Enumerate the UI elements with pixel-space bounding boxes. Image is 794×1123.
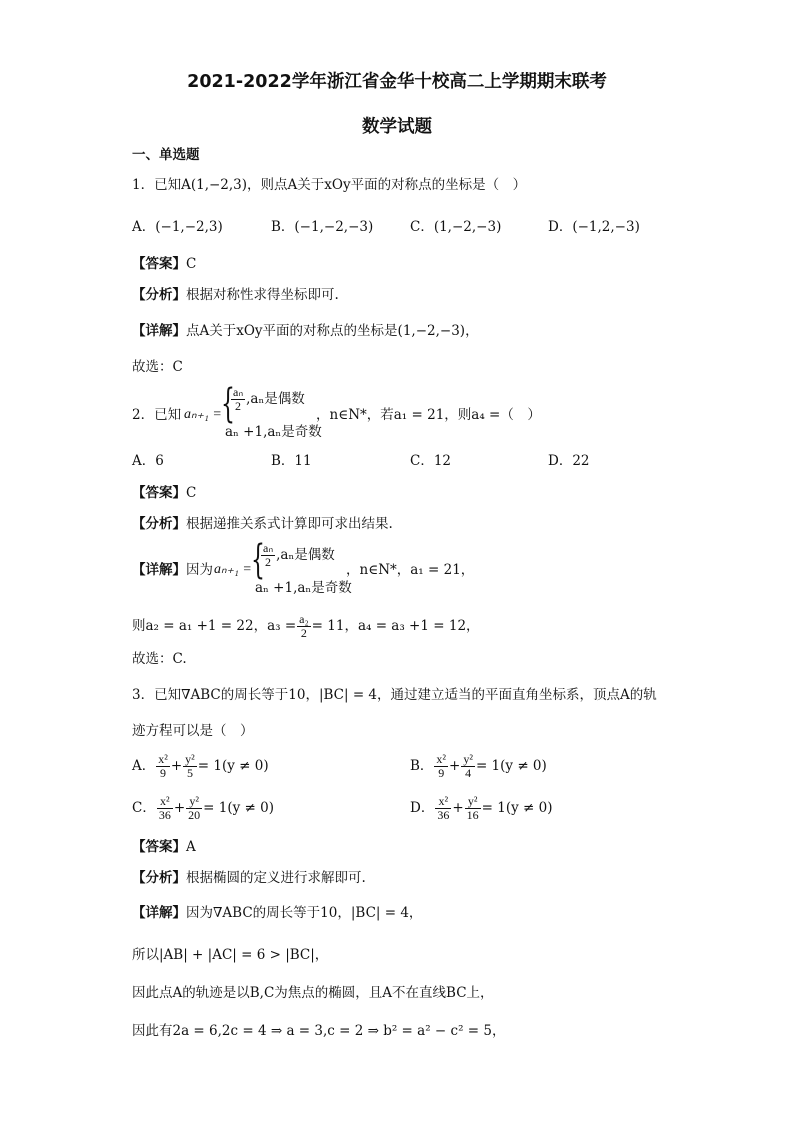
fraction-numerator: aₙ — [263, 541, 274, 555]
fraction-numerator: x² — [435, 795, 451, 809]
q3-detail — [132, 904, 422, 922]
fraction-denominator: 2 — [265, 555, 272, 569]
fraction-numerator: y² — [465, 795, 481, 809]
detail-prefix: 因为 — [186, 562, 213, 578]
answer-tag: 【答案】 — [132, 256, 186, 272]
q3-option-b: B． $\frac{\text{x²}}{9}$ + $\frac{\text{y²}}{4}$ = 1(y ≠ 0) — [410, 752, 547, 780]
fraction-numerator: aₙ — [233, 385, 244, 399]
equation-tail: = 1(y ≠ 0) — [481, 800, 553, 816]
q3-line-b: 因此点A的轨迹是以B,C为焦点的椭圆，且A不在直线BC上， — [132, 985, 494, 1001]
analysis-tag: 【分析】 — [132, 870, 186, 886]
fraction-denominator: 9 — [160, 766, 167, 780]
fraction-denominator: 16 — [466, 808, 479, 822]
q1-option-d: D．(−1,2,−3) — [548, 219, 640, 235]
q3-answer — [132, 838, 196, 856]
y-fraction — [186, 795, 202, 822]
q2-steps-pre: 则a₂ = a₁ +1 = 22，a₃ = — [132, 618, 297, 634]
analysis-text: 根据椭圆的定义进行求解即可. — [186, 870, 366, 886]
fraction-numerator: a₂ — [299, 612, 309, 626]
q2-case1 — [230, 386, 305, 413]
q1-option-c: C．(1,−2,−3) — [410, 219, 502, 235]
equation-tail: = 1(y ≠ 0) — [203, 800, 274, 816]
q2-analysis — [132, 515, 393, 533]
fraction-denominator: 36 — [158, 808, 171, 822]
x-fraction — [435, 795, 451, 822]
analysis-tag: 【分析】 — [132, 516, 186, 532]
q2-detail — [132, 561, 213, 579]
q2-option-a: A．6 — [132, 453, 164, 469]
answer-value: C — [186, 256, 197, 272]
q2-detail-case1-text: ,aₙ是偶数 — [276, 547, 335, 563]
q3-option-c: C． $\frac{\text{x²}}{36}$ + $\frac{\text{y²}}{20}$ = 1(y ≠ 0) — [132, 794, 274, 822]
q2-suffix: ，n∈N*，若a₁ = 21，则a₄ =（ ） — [316, 407, 541, 423]
q3-stem-line1: 3．已知∇ABC的周长等于10，|BC| = 4，通过建立适当的平面直角坐标系，顶点A的轨 — [132, 687, 657, 703]
q2-detail-lhs: aₙ₊₁ = — [214, 562, 252, 577]
q2-detail-fraction — [261, 542, 275, 569]
q1-answer — [132, 255, 196, 273]
section-heading: 一、单选题 — [132, 147, 200, 163]
fraction-numerator: y² — [185, 752, 195, 766]
x-fraction — [434, 753, 448, 780]
answer-tag: 【答案】 — [132, 839, 186, 855]
detail-tag: 【详解】 — [132, 323, 186, 339]
fraction-denominator: 4 — [465, 766, 472, 780]
q2-option-c: C．12 — [410, 453, 452, 469]
fraction-denominator: 5 — [186, 766, 193, 780]
q1-option-b: B．(−1,−2,−3) — [271, 219, 374, 235]
fraction-numerator: y² — [463, 752, 473, 766]
y-fraction — [461, 753, 475, 780]
q2-case1-text: ,aₙ是偶数 — [246, 391, 305, 407]
fraction-numerator: x² — [157, 795, 173, 809]
fraction-denominator: 2 — [235, 399, 242, 413]
q2-brace: { — [221, 381, 235, 427]
equation-tail: = 1(y ≠ 0) — [197, 758, 269, 774]
x-fraction — [156, 753, 170, 780]
detail-tag: 【详解】 — [132, 562, 186, 578]
q1-option-a: A．(−1,−2,3) — [132, 219, 223, 235]
q1-analysis — [132, 286, 339, 304]
x-fraction — [157, 795, 173, 822]
q3-option-d: D． $\frac{\text{x²}}{36}$ + $\frac{\text{y²}}{16}$ = 1(y ≠ 0) — [410, 794, 553, 822]
analysis-text: 根据递推关系式计算即可求出结果. — [186, 516, 393, 532]
q2-detail-brace: { — [251, 537, 265, 583]
fraction-denominator: 20 — [188, 808, 201, 822]
y-fraction — [465, 795, 481, 822]
q2-lhs: aₙ₊₁ = — [184, 407, 222, 422]
fraction-numerator: x² — [436, 752, 447, 766]
detail-text: 因为∇ABC的周长等于10，|BC| = 4， — [186, 905, 423, 921]
fraction-denominator: 2 — [300, 626, 307, 640]
answer-value: A — [186, 839, 196, 855]
equation-tail: = 1(y ≠ 0) — [475, 758, 547, 774]
analysis-text: 根据对称性求得坐标即可. — [186, 287, 339, 303]
option-label: C． — [132, 800, 156, 816]
q2-detail-case1 — [260, 542, 335, 569]
document-title: 2021-2022学年浙江省金华十校高二上学期期末联考 — [187, 72, 607, 92]
q2-case2: aₙ +1,aₙ是奇数 — [225, 424, 322, 440]
q1-stem: 1．已知A(1,−2,3)，则点A关于xOy平面的对称点的坐标是（ ） — [132, 177, 527, 193]
q1-conclusion: 故选：C — [132, 359, 183, 375]
analysis-tag: 【分析】 — [132, 287, 186, 303]
q2-option-d: D．22 — [548, 453, 590, 469]
option-label: D． — [410, 800, 435, 816]
fraction-numerator: x² — [158, 752, 168, 766]
q2-steps-fraction — [297, 613, 311, 640]
fraction-denominator: 9 — [438, 766, 445, 780]
answer-tag: 【答案】 — [132, 485, 186, 501]
option-label: B． — [410, 758, 434, 774]
q3-option-a: A． $\frac{\text{x²}}{9}$ + $\frac{\text{y²}}{5}$ = 1(y ≠ 0) — [132, 752, 269, 780]
q3-line-a: 所以|AB| + |AC| = 6 > |BC|， — [132, 947, 329, 963]
q3-stem-line2: 迹方程可以是（ ） — [132, 723, 254, 739]
q2-steps-post: = 11，a₄ = a₃ +1 = 12， — [311, 618, 480, 634]
q3-analysis — [132, 869, 366, 887]
q3-line-c: 因此有2a = 6,2c = 4 ⇒ a = 3,c = 2 ⇒ b² = a² − c² = 5， — [132, 1023, 506, 1039]
document-subtitle: 数学试题 — [362, 117, 432, 137]
q2-case1-fraction — [231, 386, 245, 413]
fraction-numerator: y² — [186, 795, 202, 809]
q2-detail-suffix: ，n∈N*，a₁ = 21， — [346, 562, 475, 578]
q2-prefix: 2．已知 — [132, 407, 182, 423]
y-fraction — [183, 753, 197, 780]
q2-conclusion: 故选：C. — [132, 651, 187, 667]
q2-detail-case2: aₙ +1,aₙ是奇数 — [255, 580, 352, 596]
q2-answer — [132, 484, 196, 502]
fraction-denominator: 36 — [437, 808, 450, 822]
detail-tag: 【详解】 — [132, 905, 186, 921]
q2-option-b: B．11 — [271, 453, 312, 469]
answer-value: C — [186, 485, 197, 501]
option-label: A． — [132, 758, 156, 774]
q2-steps — [132, 613, 480, 640]
q1-detail — [132, 322, 479, 340]
detail-text: 点A关于xOy平面的对称点的坐标是(1,−2,−3)， — [186, 323, 479, 339]
